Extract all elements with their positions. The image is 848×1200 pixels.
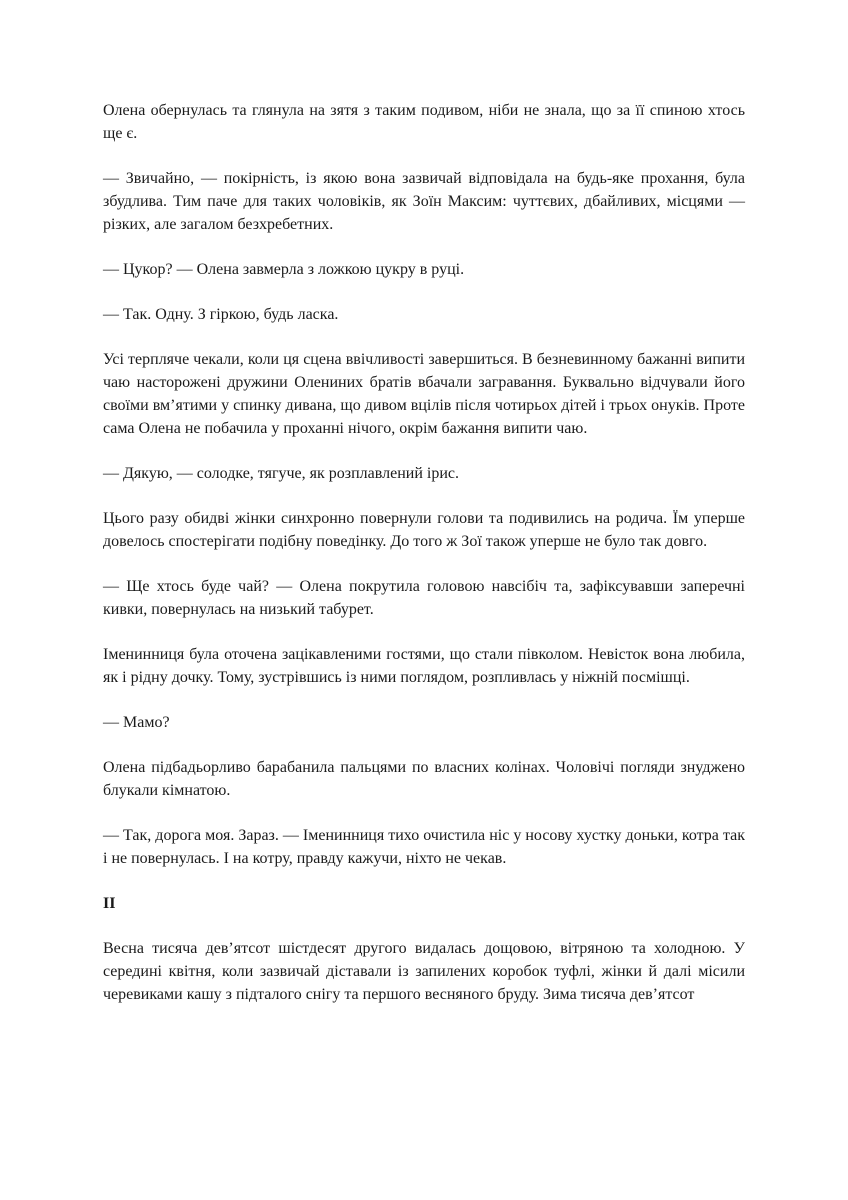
paragraph-2: — Звичайно, — покірність, із якою вона зазвичай відповідала на будь-яке прохання, була збудлива. Тим паче для таких чоловіків, як Зоїн Максим: чуттєвих, дбайливих, місцями — різких, але загалом безхребетних. xyxy=(103,170,745,234)
paragraph-11: Олена підбадьорливо барабанила пальцями по власних колінах. Чоловічі погляди знуджено блукали кімнатою. xyxy=(103,758,745,799)
paragraph-3: — Цукор? — Олена завмерла з ложкою цукру в руці. xyxy=(103,261,465,279)
paragraph-10: — Мамо? xyxy=(103,714,170,731)
section-heading: II xyxy=(103,894,116,912)
paragraph-9: Іменинниця була оточена зацікавленими гостями, що стали півколом. Невісток вона любила, як і рідну дочку. Тому, зустрівшись із ними поглядом, розпливлась у ніжній посмішці. xyxy=(103,646,745,687)
paragraph-1: Олена обернулась та глянула на зятя з таким подивом, ніби не знала, що за її спиною хтось ще є. xyxy=(103,102,745,143)
paragraph-12: — Так, дорога моя. Зараз. — Іменинниця тихо очистила ніс у носову хустку доньки, котра так і не повернулась. І на котру, правду кажучи, ніхто не чекав. xyxy=(103,826,745,867)
paragraph-7: Цього разу обидві жінки синхронно повернули голови та подивились на родича. Їм уперше довелось спостерігати подібну поведінку. До того ж Зої також уперше не було так довго. xyxy=(103,510,745,551)
paragraph-4: — Так. Одну. З гіркою, будь ласка. xyxy=(103,306,339,323)
paragraph-8: — Ще хтось буде чай? — Олена покрутила головою навсібіч та, зафіксувавши заперечні кивки, повернулась на низький табурет. xyxy=(103,578,745,619)
section-paragraph-1: Весна тисяча дев’ятсот шістдесят другого видалась дощовою, вітряною та холодною. У середині квітня, коли зазвичай діставали із запилених коробок туфлі, жінки й далі місили черевиками кашу з підталого снігу та першого весняного бруду. Зима тисяча дев’ятсот xyxy=(103,939,745,1003)
paragraph-6: — Дякую, — солодке, тягуче, як розплавлений ірис. xyxy=(103,465,459,483)
document-page xyxy=(103,99,745,1028)
paragraph-5: Усі терпляче чекали, коли ця сцена ввічливості завершиться. В безневинному бажанні випити чаю насторожені дружини Олениних братів вбачали загравання. Буквально відчували його своїми вм’ятими у спинку дивана, що дивом вцілів після чотирьох дітей і трьох онуків. Проте сама Олена не побачила у проханні нічого, окрім бажання випити чаю. xyxy=(103,350,745,438)
